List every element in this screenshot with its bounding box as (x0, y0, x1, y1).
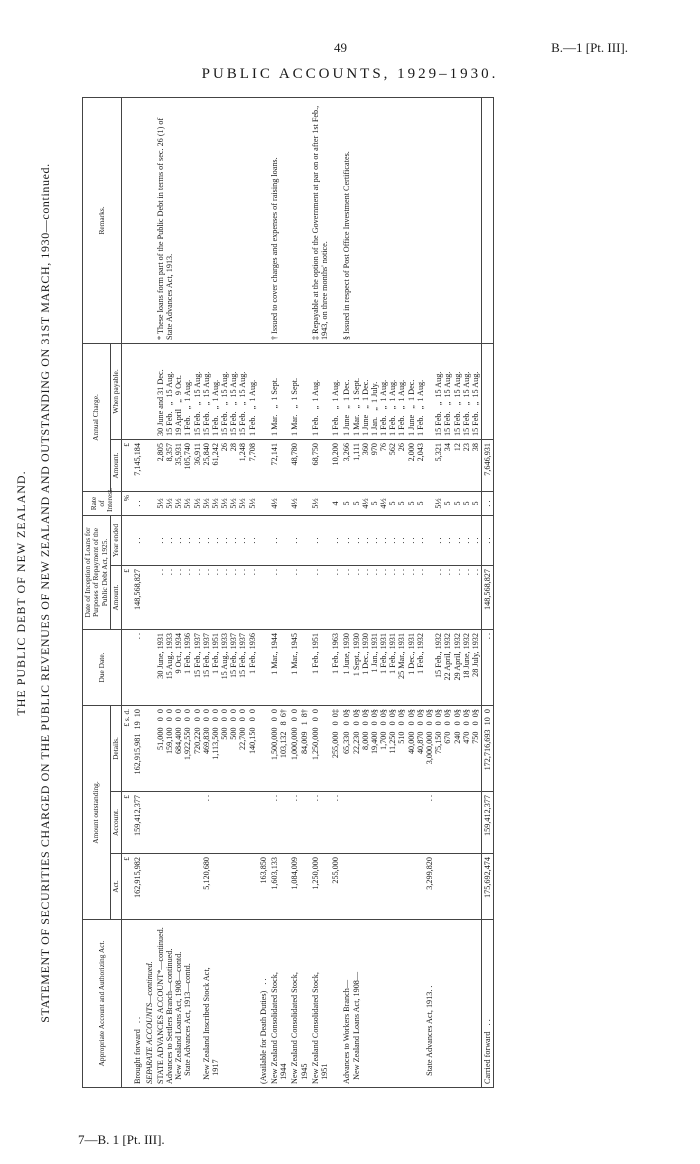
document-reference: B.—1 [Pt. III]. (551, 40, 628, 55)
unit-rate: % (122, 492, 133, 516)
cell-when: 1 Feb. „ 1 Aug. (330, 343, 341, 439)
cell-act: 162,915,982 (132, 854, 143, 920)
unit-ac-amount: £ (122, 440, 133, 492)
cell-rate: 4 (330, 492, 341, 516)
cell-account-amt: . . (269, 792, 289, 854)
cell-ac-amount: 10,200 (330, 440, 341, 492)
cell-account (330, 920, 341, 1088)
header-details: Details. (110, 706, 121, 792)
cell-year: . . (482, 516, 494, 566)
cell-act: 3,299,820 (341, 854, 481, 920)
cell-rate: . . (132, 492, 143, 516)
running-title: PUBLIC ACCOUNTS, 1929–1930. (201, 66, 499, 82)
cell-act: 175,692,474 (482, 854, 494, 920)
cell-year (144, 516, 155, 566)
cell-remarks: † Issued to cover charges and expenses of raising loans. (269, 97, 289, 343)
cell-account-amt: . . (289, 792, 309, 854)
header-rate: Rate of Interest. (83, 492, 122, 516)
cell-inc-amount: 148,568,827 (482, 566, 494, 630)
cell-details: 51,000 0 0 159,100 0 0 684,400 0 0 1,922,550 0 0 720,220 0 0 469,830 0 0 1,113,500 0 0 500 0 0 500 0 0 22,700 0 0 140,150 0 0 (155, 706, 258, 792)
table-row (132, 97, 143, 1087)
cell-when (258, 343, 269, 439)
header-annual-charge: Annual Charge. (83, 343, 111, 491)
cell-remarks (330, 97, 341, 343)
cell-details (144, 706, 155, 792)
cell-ac-amount: 72,141 (269, 440, 289, 492)
cell-account: Carried forward . . (482, 920, 494, 1088)
cell-year: . . . . . . . . . . . . . . . . . . . . . . . . . . . . (341, 516, 481, 566)
cell-inc-amount: . . (269, 566, 289, 630)
header-ac-amount: Amount. (110, 440, 121, 492)
cell-account-amt: 159,412,377 (132, 792, 143, 854)
cell-details (258, 706, 269, 792)
cell-ac-amount: 3,266 1,111 360 970 76 562 26 2,000 2,043 5,321 34 12 23 38 (341, 440, 481, 492)
header-account-col: Account. (110, 792, 121, 854)
cell-year: . . (330, 516, 341, 566)
cell-year: . . (269, 516, 289, 566)
cell-account: STATE ADVANCES ACCOUNT*—continued. Advances to Settlers Branch—continued. New Zealand Loans Act, 1908—contd. State Advances Act, 1913—contd. New Zealand Inscribed Stock Act, 1917 (155, 920, 258, 1088)
cell-act: 163,850 (258, 854, 269, 920)
cell-rate: 4½ (269, 492, 289, 516)
table-row (482, 97, 494, 1087)
cell-account: New Zealand Consolidated Stock, 1945 (289, 920, 309, 1088)
header-when-payable: When payable. (110, 343, 121, 439)
cell-when (132, 343, 143, 439)
header-year-ended: Year ended (110, 516, 121, 566)
cell-details: 1,000,000 0 0 84,009 1 8† (289, 706, 309, 792)
cell-account: (Available for Death Duties) . . (258, 920, 269, 1088)
cell-act: 5,120,680 (155, 854, 258, 920)
cell-inc-amount: . . (289, 566, 309, 630)
cell-account: Advances to Workers Branch— New Zealand Loans Act, 1908— State Advances Act, 1913. . (341, 920, 481, 1088)
cell-rate: 4½ (289, 492, 309, 516)
cell-account: New Zealand Consolidated Stock, 1944 (269, 920, 289, 1088)
header-due-date: Due Date. (83, 630, 122, 706)
cell-remarks (144, 97, 155, 343)
cell-remarks (482, 97, 494, 343)
table-row (330, 97, 341, 1087)
cell-ac-amount (144, 440, 155, 492)
cell-year: . . . . . . . . . . . . . . . . . . . . . . (155, 516, 258, 566)
cell-ac-amount: 7,646,931 (482, 440, 494, 492)
cell-account-amt: . . (155, 792, 258, 854)
cell-due: 1 Feb., 1951 (310, 630, 330, 706)
table-row (258, 97, 269, 1087)
unit-inception: £ (122, 566, 133, 630)
cell-account-amt: 159,412,377 (482, 792, 494, 854)
table-row (310, 97, 330, 1087)
cell-when: 30 June and 31 Dec. 15 Feb. „ 15 Aug. 19 April „ 9 Oct. 1 Feb. „ 1 Aug. 15 Feb. „ 15 Aug. 15 Feb. „ 15 Aug. 1 Feb. „ 1 Aug. 15 Feb. „ 15 Aug. 15 Feb. „ 15 Aug. 15 Feb. „ 15 Aug. 1 Feb. „ 1 Aug. (155, 343, 258, 439)
footer-signature: 7—B. 1 [Pt. III]. (78, 1132, 165, 1147)
unit-act: £ (122, 854, 133, 920)
cell-details: 255,000 0 0‡ (330, 706, 341, 792)
cell-rate: 5 5 4½ 5 4½ 5 5 5 5 5½ 5 5 5 5 (341, 492, 481, 516)
cell-due: 1 Mar., 1945 (289, 630, 309, 706)
unit-details: £ s. d. (122, 706, 133, 792)
cell-due: . . (132, 630, 143, 706)
header-amount-outstanding: Amount outstanding. (83, 706, 111, 920)
cell-account-amt (144, 792, 155, 854)
cell-details: 162,915,981 19 10 (132, 706, 143, 792)
cell-remarks (258, 97, 269, 343)
cell-account: SEPARATE ACCOUNTS—continued. (144, 920, 155, 1088)
cell-inc-amount (144, 566, 155, 630)
cell-due: 1 Mar., 1944 (269, 630, 289, 706)
cell-ac-amount: 7,145,184 (132, 440, 143, 492)
cell-when: 1 Feb. „ 1 Aug. (310, 343, 330, 439)
cell-due: 1 June, 1930 1 Sept., 1930 1 Dec., 1930 1 Jan., 1931 1 Feb., 1931 1 Feb., 1931 25 Mar., 1931 1 Dec., 1931 1 Feb., 1932 15 Feb., 1932 22 April, 1932 29 April, 1932 18 June, 1932 28 July, 1932 (341, 630, 481, 706)
cell-account-amt: . . (310, 792, 330, 854)
cell-when: 1 Mar. „ 1 Sept. (269, 343, 289, 439)
cell-details: 1,500,000 0 0 103,132 8 6† (269, 706, 289, 792)
table-row (341, 97, 481, 1087)
table-row (144, 97, 155, 1087)
cell-rate: . . (482, 492, 494, 516)
unit-account: £ (122, 792, 133, 854)
cell-inc-amount (258, 566, 269, 630)
cell-rate: 5½ (310, 492, 330, 516)
rotated-table-block (14, 98, 634, 1088)
table-row (155, 97, 258, 1087)
cell-act: 1,250,000 (310, 854, 330, 920)
cell-remarks (289, 97, 309, 343)
cell-account: Brought forward . . (132, 920, 143, 1088)
cell-due (144, 630, 155, 706)
cell-remarks: ‡ Repayable at the option of the Government at par on or after 1st Feb., 1943, on three months' notice. (310, 97, 330, 343)
cell-inc-amount: . . (310, 566, 330, 630)
cell-ac-amount: 48,780 (289, 440, 309, 492)
cell-ac-amount: 2,805 8,357 35,931 105,740 36,911 25,840 61,242 26 28 1,248 7,708 (155, 440, 258, 492)
cell-remarks: § Issued in respect of Post Office Investment Certificates. (341, 97, 481, 343)
public-debt-table (82, 97, 494, 1088)
cell-rate: 5½ 5½ 5½ 5½ 5½ 5½ 5½ 5½ 5½ 5½ 5½ (155, 492, 258, 516)
header-remarks: Remarks. (83, 97, 122, 343)
cell-details: 172,716,693 10 0 (482, 706, 494, 792)
cell-details: 65,330 0 0§ 22,230 0 0§ 8,000 0 0§ 19,400 0 0§ 1,700 0 0§ 11,250 0 0§ 510 0 0§ 40,000 0 0§ 40,870 0 0§ 3,000,000 0 0§ 75,150 0 0§ 670 0 0§ 240 0 0§ 470 0 0§ 750 0 0§ (341, 706, 481, 792)
header-inception: Date of Inception of Loans for Purposes of Repayment of the Public Debt Act, 1925. (83, 516, 111, 630)
cell-year (258, 516, 269, 566)
cell-account-amt: . . (330, 792, 341, 854)
cell-remarks: * These loans form part of the Public Debt in terms of sec. 26 (1) of State Advances Act, 1913. (155, 97, 258, 343)
header-inception-amount: Amount. (110, 566, 121, 630)
cell-account: New Zealand Consolidated Stock, 1951 (310, 920, 330, 1088)
cell-rate (144, 492, 155, 516)
cell-act: 1,084,009 (289, 854, 309, 920)
cell-due: 30 June, 1931 15 Aug., 1933 9 Oct., 1934 1 Feb., 1936 15 Feb., 1937 15 Feb., 1937 1 Feb., 1951 15 Aug., 1933 15 Feb., 1937 15 Feb., 1937 1 Feb., 1936 (155, 630, 258, 706)
table-title: THE PUBLIC DEBT OF NEW ZEALAND. (14, 470, 28, 716)
cell-inc-amount: . . (330, 566, 341, 630)
table-subtitle: STATEMENT OF SECURITIES CHARGED ON THE PUBLIC REVENUES OF NEW ZEALAND AND OUTSTANDING ON 31ST MARCH, 1930—continued. (38, 163, 52, 1023)
cell-year: . . (310, 516, 330, 566)
cell-year: . . (289, 516, 309, 566)
cell-when (144, 343, 155, 439)
cell-inc-amount: . . . . . . . . . . . . . . . . . . . . . . . . . . . . (341, 566, 481, 630)
cell-account-amt (258, 792, 269, 854)
cell-act (144, 854, 155, 920)
cell-ac-amount (258, 440, 269, 492)
cell-year: . . (132, 516, 143, 566)
cell-ac-amount: 68,750 (310, 440, 330, 492)
header-act: Act. (110, 854, 121, 920)
cell-inc-amount: . . . . . . . . . . . . . . . . . . . . . . (155, 566, 258, 630)
page-number: 49 (334, 40, 347, 55)
table-row (269, 97, 289, 1087)
header-account: Appropriate Account and Authorizing Act. (83, 920, 122, 1088)
cell-act: 1,603,133 (269, 854, 289, 920)
cell-when: 1 Mar. „ 1 Sept. (289, 343, 309, 439)
cell-account-amt: . . (341, 792, 481, 854)
cell-when (482, 343, 494, 439)
cell-due (258, 630, 269, 706)
cell-inc-amount: 148,568,827 (132, 566, 143, 630)
cell-act: 255,000 (330, 854, 341, 920)
table-row (289, 97, 309, 1087)
cell-details: 1,250,000 0 0 (310, 706, 330, 792)
cell-when: 1 June „ 1 Dec. 1 Mar. „ 1 Sept. 1 June „ 1 Dec. 1 Jan. „ 1 July. 1 Feb. „ 1 Aug. 1 Feb. „ 1 Aug. 1 Feb. „ 1 Aug. 1 June „ 1 Dec. 1 Feb. „ 1 Aug. 15 Feb. „ 15 Aug. 15 Feb. „ 15 Aug. 15 Feb. „ 15 Aug. 15 Feb. „ 15 Aug. 15 Feb. „ 15 Aug. (341, 343, 481, 439)
cell-due: . . (482, 630, 494, 706)
cell-remarks (132, 97, 143, 343)
cell-due: 1 Feb., 1963 (330, 630, 341, 706)
cell-rate (258, 492, 269, 516)
